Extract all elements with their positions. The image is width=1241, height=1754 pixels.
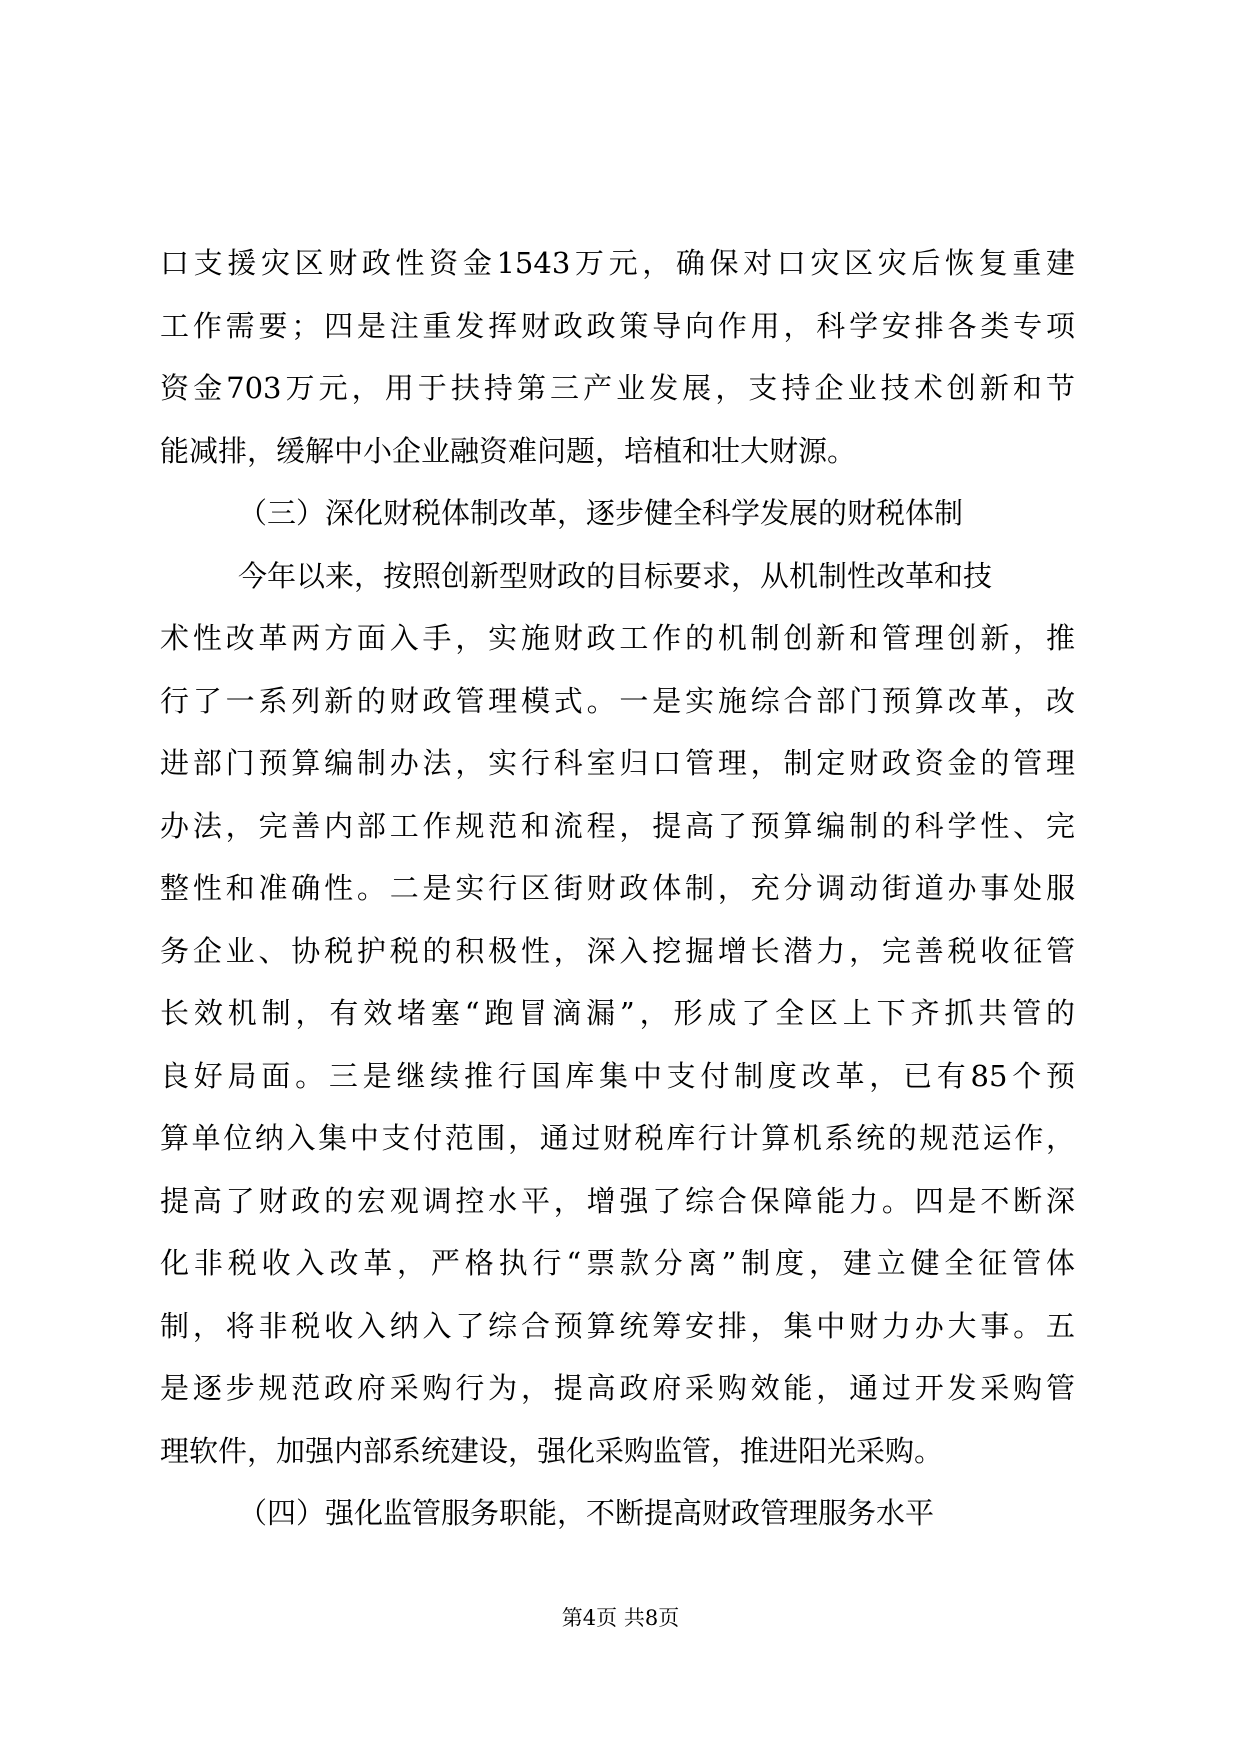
text-line: 整性和准确性。二是实行区街财政体制，充分调动街道办事处服 bbox=[160, 871, 1075, 905]
page-number-footer: 第4页 共8页 bbox=[561, 1606, 680, 1630]
text-line: 算单位纳入集中支付范围，通过财税库行计算机系统的规范运作， bbox=[160, 1121, 1075, 1155]
text-line: 能减排，缓解中小企业融资难问题，培植和壮大财源。 bbox=[160, 433, 857, 468]
text-line: 化非税收入改革，严格执行“票款分离”制度，建立健全征管体 bbox=[160, 1246, 1075, 1280]
document-body bbox=[160, 232, 1075, 1545]
text-line: 办法，完善内部工作规范和流程，提高了预算编制的科学性、完 bbox=[160, 808, 1075, 843]
text-line: 资金703万元，用于扶持第三产业发展，支持企业技术创新和节 bbox=[160, 371, 1075, 405]
paragraph-first-line: 今年以来，按照创新型财政的目标要求，从机制性改革和技 bbox=[238, 558, 993, 593]
text-line: 良好局面。三是继续推行国库集中支付制度改革，已有85个预 bbox=[160, 1058, 1075, 1093]
section-heading-3: （三）深化财税体制改革，逐步健全科学发展的财税体制 bbox=[238, 496, 964, 530]
text-line: 行了一系列新的财政管理模式。一是实施综合部门预算改革，改 bbox=[160, 683, 1075, 718]
text-line: 理软件，加强内部系统建设，强化采购监管，推进阳光采购。 bbox=[160, 1433, 944, 1468]
text-line: 提高了财政的宏观调控水平，增强了综合保障能力。四是不断深 bbox=[160, 1183, 1075, 1218]
text-line: 是逐步规范政府采购行为，提高政府采购效能，通过开发采购管 bbox=[160, 1371, 1075, 1405]
text-line: 进部门预算编制办法，实行科室归口管理，制定财政资金的管理 bbox=[160, 746, 1075, 780]
text-line: 务企业、协税护税的积极性，深入挖掘增长潜力，完善税收征管 bbox=[160, 933, 1075, 968]
text-line: 工作需要；四是注重发挥财政政策导向作用，科学安排各类专项 bbox=[160, 308, 1075, 343]
text-line: 制，将非税收入纳入了综合预算统筹安排，集中财力办大事。五 bbox=[160, 1308, 1075, 1343]
text-line: 长效机制，有效堵塞“跑冒滴漏”，形成了全区上下齐抓共管的 bbox=[160, 996, 1075, 1030]
text-line: 术性改革两方面入手，实施财政工作的机制创新和管理创新，推 bbox=[160, 621, 1075, 655]
text-line: 口支援灾区财政性资金1543万元，确保对口灾区灾后恢复重建 bbox=[160, 246, 1075, 280]
section-heading-4: （四）强化监管服务职能，不断提高财政管理服务水平 bbox=[238, 1496, 935, 1530]
